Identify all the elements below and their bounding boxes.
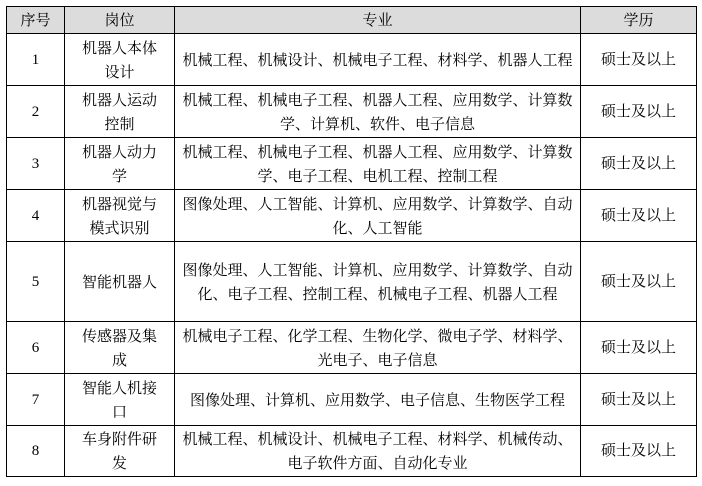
cell-major: 机械工程、机械设计、机械电子工程、材料学、机器人工程 [175, 34, 581, 86]
cell-no: 2 [7, 86, 65, 138]
cell-degree: 硕士及以上 [581, 86, 697, 138]
recruitment-table-sheet [6, 6, 696, 480]
cell-position: 智能人机接口 [65, 374, 175, 426]
cell-major: 图像处理、人工智能、计算机、应用数学、计算数学、自动化、人工智能 [175, 190, 581, 242]
cell-position: 机器人本体设计 [65, 34, 175, 86]
header-major: 专业 [175, 7, 581, 34]
table-header-row [7, 7, 697, 34]
cell-position: 传感器及集成 [65, 322, 175, 374]
recruitment-table [6, 6, 697, 477]
cell-degree: 硕士及以上 [581, 34, 697, 86]
cell-degree: 硕士及以上 [581, 374, 697, 426]
table-row [7, 86, 697, 138]
header-position: 岗位 [65, 7, 175, 34]
cell-no: 5 [7, 242, 65, 322]
cell-position: 智能机器人 [65, 242, 175, 322]
cell-position: 机器视觉与模式识别 [65, 190, 175, 242]
table-row [7, 426, 697, 477]
cell-major: 机械工程、机械电子工程、机器人工程、应用数学、计算数学、电子工程、电机工程、控制工程 [175, 138, 581, 190]
cell-no: 7 [7, 374, 65, 426]
cell-major: 机械电子工程、化学工程、生物化学、微电子学、材料学、光电子、电子信息 [175, 322, 581, 374]
cell-major: 机械工程、机械电子工程、机器人工程、应用数学、计算数学、计算机、软件、电子信息 [175, 86, 581, 138]
cell-major: 机械工程、机械设计、机械电子工程、材料学、机械传动、电子软件方面、自动化专业 [175, 426, 581, 477]
table-row [7, 322, 697, 374]
table-row [7, 242, 697, 322]
cell-position: 机器人动力学 [65, 138, 175, 190]
cell-no: 8 [7, 426, 65, 477]
cell-no: 4 [7, 190, 65, 242]
table-row [7, 34, 697, 86]
table-row [7, 138, 697, 190]
cell-no: 3 [7, 138, 65, 190]
header-degree: 学历 [581, 7, 697, 34]
cell-position: 机器人运动控制 [65, 86, 175, 138]
table-row [7, 190, 697, 242]
cell-no: 1 [7, 34, 65, 86]
cell-no: 6 [7, 322, 65, 374]
cell-degree: 硕士及以上 [581, 138, 697, 190]
cell-major: 图像处理、人工智能、计算机、应用数学、计算数学、自动化、电子工程、控制工程、机械电子工程、机器人工程 [175, 242, 581, 322]
cell-degree: 硕士及以上 [581, 322, 697, 374]
cell-position: 车身附件研发 [65, 426, 175, 477]
cell-degree: 硕士及以上 [581, 242, 697, 322]
table-row [7, 374, 697, 426]
cell-degree: 硕士及以上 [581, 190, 697, 242]
header-no: 序号 [7, 7, 65, 34]
cell-major: 图像处理、计算机、应用数学、电子信息、生物医学工程 [175, 374, 581, 426]
cell-degree: 硕士及以上 [581, 426, 697, 477]
